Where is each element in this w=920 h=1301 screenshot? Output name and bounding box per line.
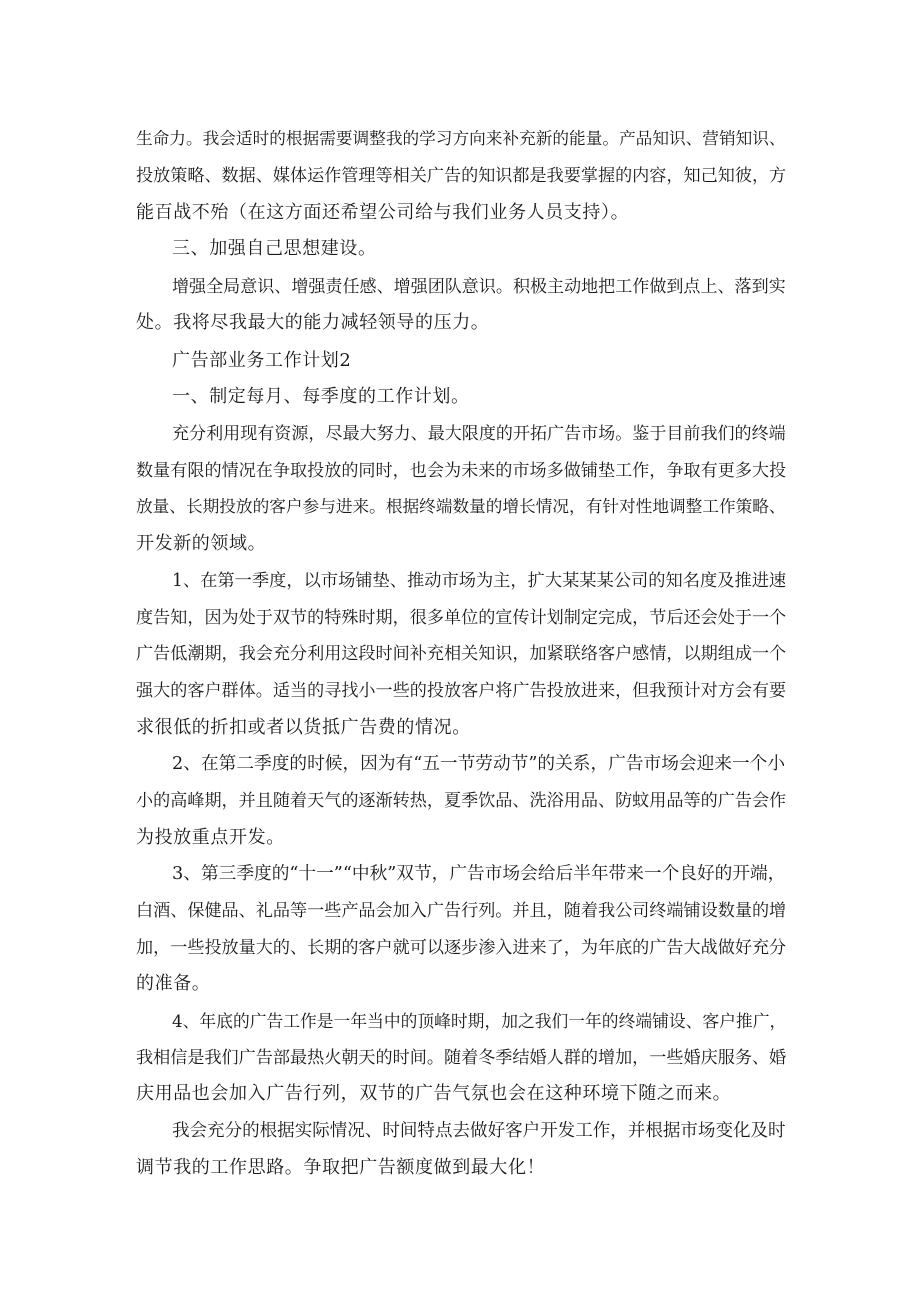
section-heading: 三、加强自己思想建设。: [172, 238, 377, 259]
paragraph-line: 我会充分的根据实际情况、时间特点去做好客户开发工作，并根据市场变化及时: [172, 1121, 786, 1141]
paragraph-line: 求很低的折扣或者以货抵广告费的情况。: [136, 717, 471, 738]
paragraph-line: 白酒、保健品、礼品等一些产品会加入广告行列。并且，随着我公司终端铺设数量的增: [136, 901, 787, 921]
paragraph-line: 庆用品也会加入广告行列，双节的广告气氛也会在这种环境下随之而来。: [136, 1083, 732, 1104]
paragraph-line: 2、在第二季度的时候，因为有“五一节劳动节”的关系，广告市场会迎来一个小: [172, 754, 786, 774]
paragraph-line: 为投放重点开发。: [136, 827, 285, 848]
paragraph-line: 4、年底的广告工作是一年当中的顶峰时期，加之我们一年的终端铺设、客户推广，: [172, 1011, 787, 1031]
paragraph-line: 广告低潮期，我会充分利用这段时间补充相关知识，加紧联络客户感情，以期组成一个: [136, 644, 787, 664]
paragraph-line: 加，一些投放量大的、长期的客户就可以逐步渗入进来了，为年底的广告大战做好充分: [136, 938, 787, 958]
paragraph-line: 度告知，因为处于双节的特殊时期，很多单位的宣传计划制定完成，节后还会处于一个: [136, 608, 787, 628]
paragraph-line: 强大的客户群体。适当的寻找小一些的投放客户将广告投放进来，但我预计对方会有要: [136, 681, 787, 701]
paragraph-line: 数量有限的情况在争取投放的同时，也会为未来的市场多做铺垫工作，争取有更多大投: [136, 461, 787, 481]
paragraph-line: 充分利用现有资源，尽最大努力、最大限度的开拓广告市场。鉴于目前我们的终端: [172, 424, 786, 444]
paragraph-line: 处。我将尽我最大的能力减轻领导的压力。: [136, 312, 490, 333]
paragraph-line: 生命力。我会适时的根据需要调整我的学习方向来补充新的能量。产品知识、营销知识、: [136, 129, 786, 148]
document-title: 广告部业务工作计划2: [172, 350, 352, 371]
section-heading: 一、制定每月、每季度的工作计划。: [172, 386, 470, 407]
paragraph-line: 开发新的领域。: [136, 533, 267, 554]
paragraph-line: 1、在第一季度，以市场铺垫、推动市场为主，扩大某某某公司的知名度及推进速: [172, 571, 787, 591]
paragraph-line: 增强全局意识、增强责任感、增强团队意识。积极主动地把工作做到点上、落到实: [172, 277, 786, 297]
paragraph-line: 3、第三季度的“十一”“中秋”双节，广告市场会给后半年带来一个良好的开端，: [172, 864, 786, 884]
paragraph-line: 小的高峰期，并且随着天气的逐渐转热，夏季饮品、洗浴用品、防蚊用品等的广告会作: [136, 791, 787, 811]
paragraph-line: 放量、长期投放的客户参与进来。根据终端数量的增长情况，有针对性地调整工作策略、: [136, 497, 786, 516]
paragraph-line: 我相信是我们广告部最热火朝天的时间。随着冬季结婚人群的增加，一些婚庆服务、婚: [136, 1048, 787, 1068]
paragraph-line: 调节我的工作思路。争取把广告额度做到最大化！: [136, 1157, 546, 1178]
paragraph-line: 能百战不殆（在这方面还希望公司给与我们业务人员支持）。: [136, 202, 630, 223]
paragraph-line: 投放策略、数据、媒体运作管理等相关广告的知识都是我要掌握的内容，知己知彼，方: [136, 166, 787, 186]
paragraph-line: 的准备。: [136, 973, 211, 994]
